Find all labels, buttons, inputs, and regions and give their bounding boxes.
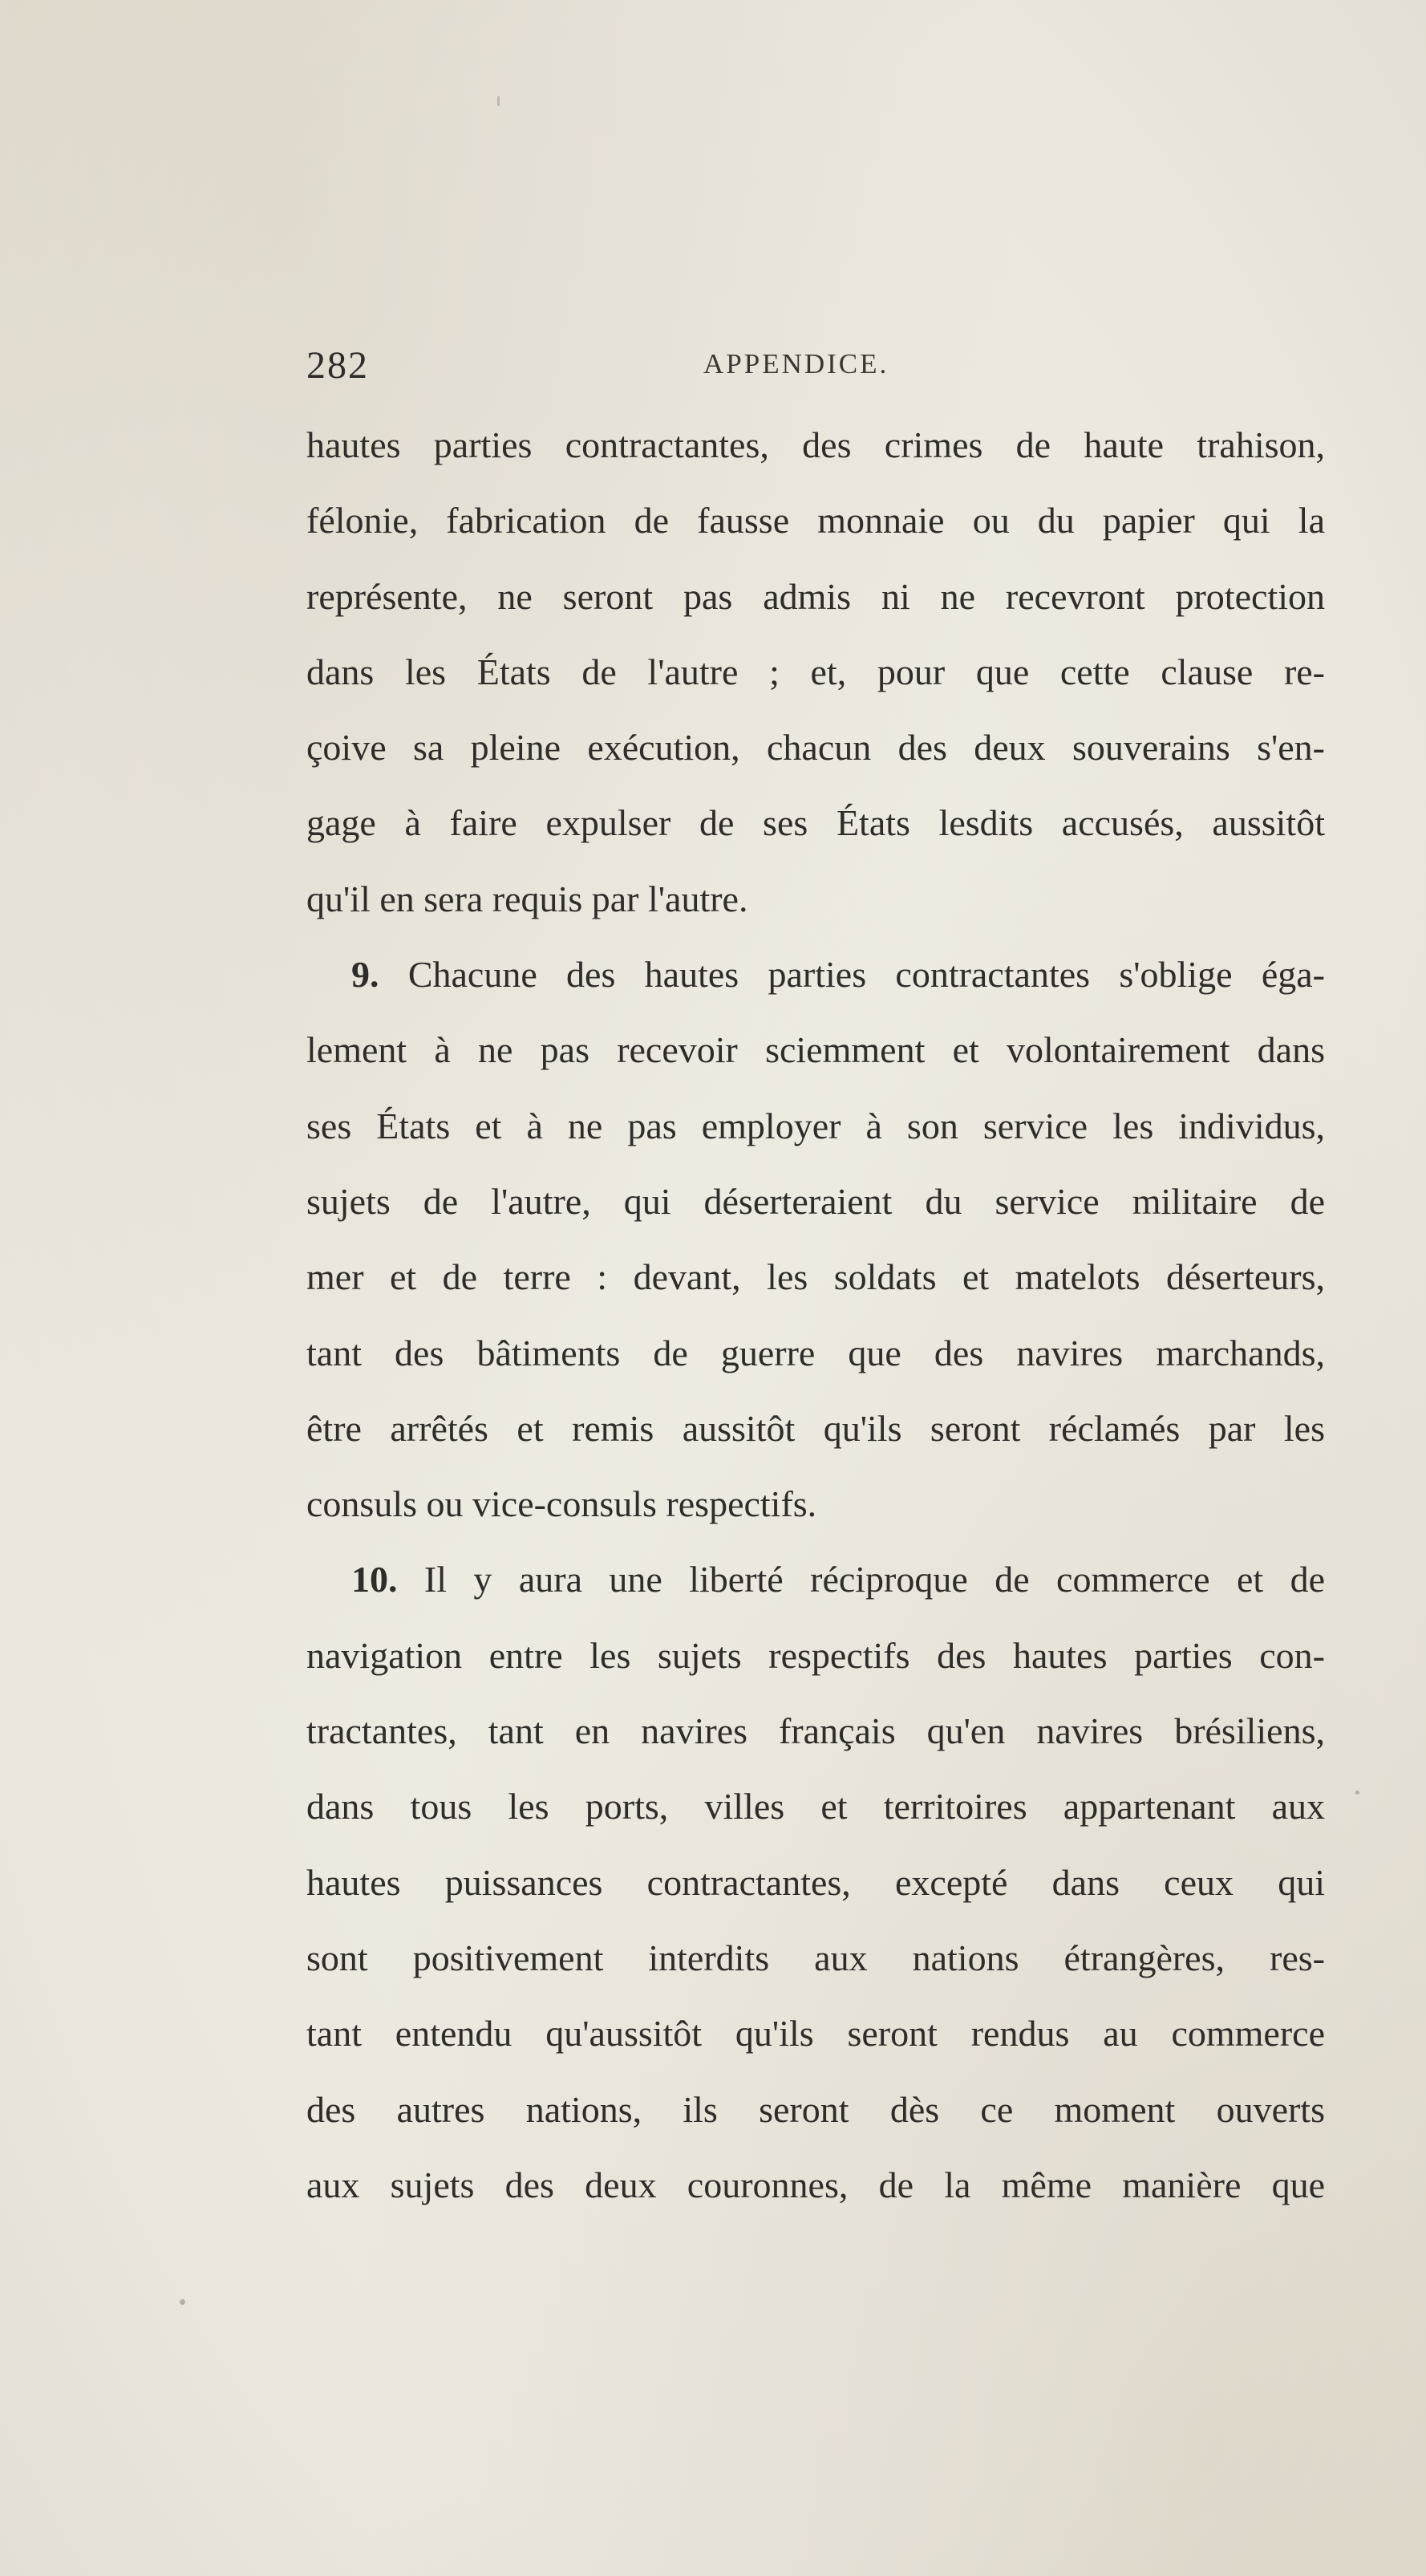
- text-line: hautes puissances contractantes, excepté dans ceux qui: [306, 1861, 1325, 1903]
- text-line: tant entendu qu'aussitôt qu'ils seront rendus au commerce: [306, 2013, 1325, 2055]
- text-line: Chacune des hautes parties contractantes s'oblige éga-: [407, 954, 1325, 996]
- text-line: navigation entre les sujets respectifs des hautes parties con-: [306, 1634, 1325, 1676]
- page-header: [306, 343, 1325, 391]
- text-line: lement à ne pas recevoir sciemment et volontairement dans: [306, 1029, 1325, 1071]
- paper-speck: [497, 96, 500, 106]
- text-line: sont positivement interdits aux nations étrangères, res-: [306, 1937, 1325, 1978]
- text-line: être arrêtés et remis aussitôt qu'ils seront réclamés par les: [306, 1407, 1325, 1449]
- article-9-first-line: [306, 937, 1325, 1012]
- text-line: représente, ne seront pas admis ni ne recevront protection: [306, 575, 1325, 617]
- text-line: félonie, fabrication de fausse monnaie ou du papier qui la: [306, 500, 1325, 542]
- text-line: des autres nations, ils seront dès ce moment ouverts: [306, 2088, 1325, 2130]
- text-line: consuls ou vice-consuls respectifs.: [306, 1483, 817, 1525]
- article-number: 9.: [351, 954, 379, 996]
- text-line: Il y aura une liberté réciproque de commerce et de: [423, 1559, 1325, 1600]
- text-line: sujets de l'autre, qui déserteraient du service militaire de: [306, 1180, 1325, 1222]
- paper-speck: [1355, 1791, 1359, 1795]
- running-head: APPENDICE.: [703, 348, 889, 379]
- paper-speck: [180, 2299, 185, 2305]
- article-10-first-line: [306, 1542, 1325, 1617]
- text-line: çoive sa pleine exécution, chacun des deux souverains s'en-: [306, 727, 1325, 769]
- text-line: gage à faire expulser de ses États lesdits accusés, aussitôt: [306, 802, 1325, 844]
- text-line: mer et de terre : devant, les soldats et matelots déserteurs,: [306, 1256, 1325, 1298]
- text-line: dans les États de l'autre ; et, pour que cette clause re-: [306, 651, 1325, 692]
- text-line: dans tous les ports, villes et territoires appartenant aux: [306, 1786, 1325, 1828]
- article-number: 10.: [351, 1559, 398, 1600]
- page-number: 282: [306, 344, 369, 387]
- text-line: tant des bâtiments de guerre que des navires marchands,: [306, 1332, 1325, 1373]
- text-line: hautes parties contractantes, des crimes de haute trahison,: [306, 424, 1325, 465]
- text-line: qu'il en sera requis par l'autre.: [306, 878, 748, 919]
- text-line: tractantes, tant en navires français qu'en navires brésiliens,: [306, 1710, 1325, 1752]
- text-line: aux sujets des deux couronnes, de la même manière que: [306, 2164, 1325, 2205]
- body-text: [306, 408, 1325, 2223]
- text-line: ses États et à ne pas employer à son service les individus,: [306, 1105, 1325, 1146]
